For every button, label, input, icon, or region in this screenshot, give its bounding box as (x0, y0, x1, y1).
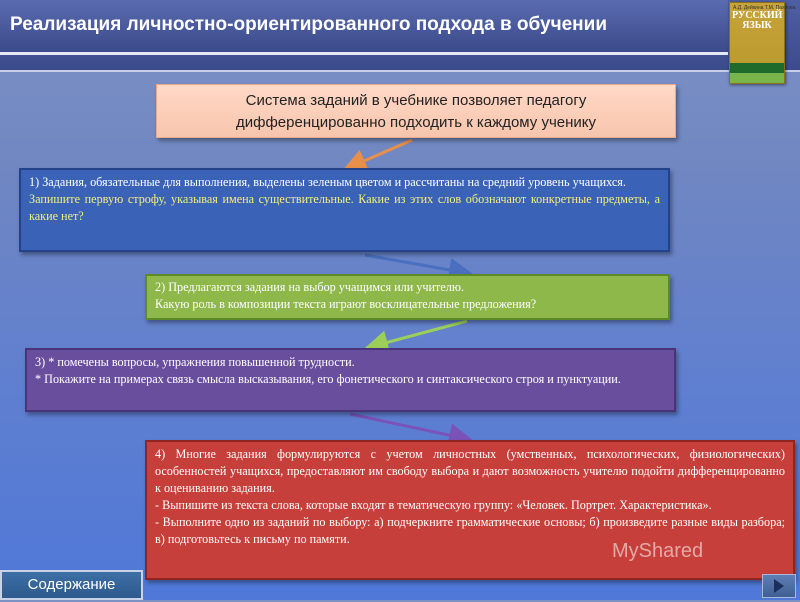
book-title-line1: РУССКИЙ (732, 10, 783, 21)
page-title: Реализация личностно-ориентированного подхода в обучении (10, 14, 607, 35)
box2-task: Какую роль в композиции текста играют восклицательные предложения? (155, 297, 537, 311)
box3-task: * Покажите на примерах связь смысла высказывания, его фонетического и синтаксического строя и пунктуации. (35, 372, 621, 386)
arrow-intro-to-box1 (348, 140, 412, 168)
arrow-box2-to-box3 (370, 321, 467, 347)
book-authors: А.Д. Дейкина Т.М. Пахнова (733, 5, 796, 11)
task-box-1 (19, 168, 670, 252)
box1-text: 1) Задания, обязательные для выполнения, выделены зеленым цветом и рассчитаны на средний уровень учащихся. (29, 175, 626, 189)
intro-box (156, 84, 676, 138)
box3-text: 3) * помечены вопросы, упражнения повышенной трудности. (35, 355, 355, 369)
box4-text: 4) Многие задания формулируются с учетом личностных (умственных, психологических, физиологических) особенностей учащихся, предоставляют им свободу выбора и дают возможность учителю подойти дифференцированно к оцениванию задания. (155, 447, 785, 495)
next-slide-button[interactable] (762, 574, 796, 598)
arrow-box1-to-box2 (365, 255, 467, 273)
intro-line2: дифференцированно подходить к каждому ученику (235, 114, 596, 131)
box4-task1: - Выпишите из текста слова, которые входят в тематическую группу: «Человек. Портрет. Характеристика». (155, 498, 712, 512)
task-box-2 (145, 274, 670, 320)
task-box-3 (25, 348, 676, 412)
arrow-box3-to-box4 (350, 414, 467, 439)
intro-line1: Система заданий в учебнике позволяет педагогу (245, 92, 587, 109)
contents-button[interactable]: Содержание (0, 570, 143, 600)
box2-text: 2) Предлагаются задания на выбор учащимся или учителю. (155, 280, 465, 294)
box1-task: Запишите первую строфу, указывая имена существительные. Какие из этих слов обозначают конкретные предметы, а какие нет? (29, 192, 660, 223)
watermark-logo: MyShared (612, 540, 704, 562)
book-title-line2: ЯЗЫК (742, 20, 772, 31)
arrow-right-icon (763, 575, 795, 597)
box4-task2: - Выполните одно из заданий по выбору: а) подчеркните грамматические основы; б) произведите разные виды разбора; в) подготовьтесь к письму по памяти. (155, 515, 785, 546)
